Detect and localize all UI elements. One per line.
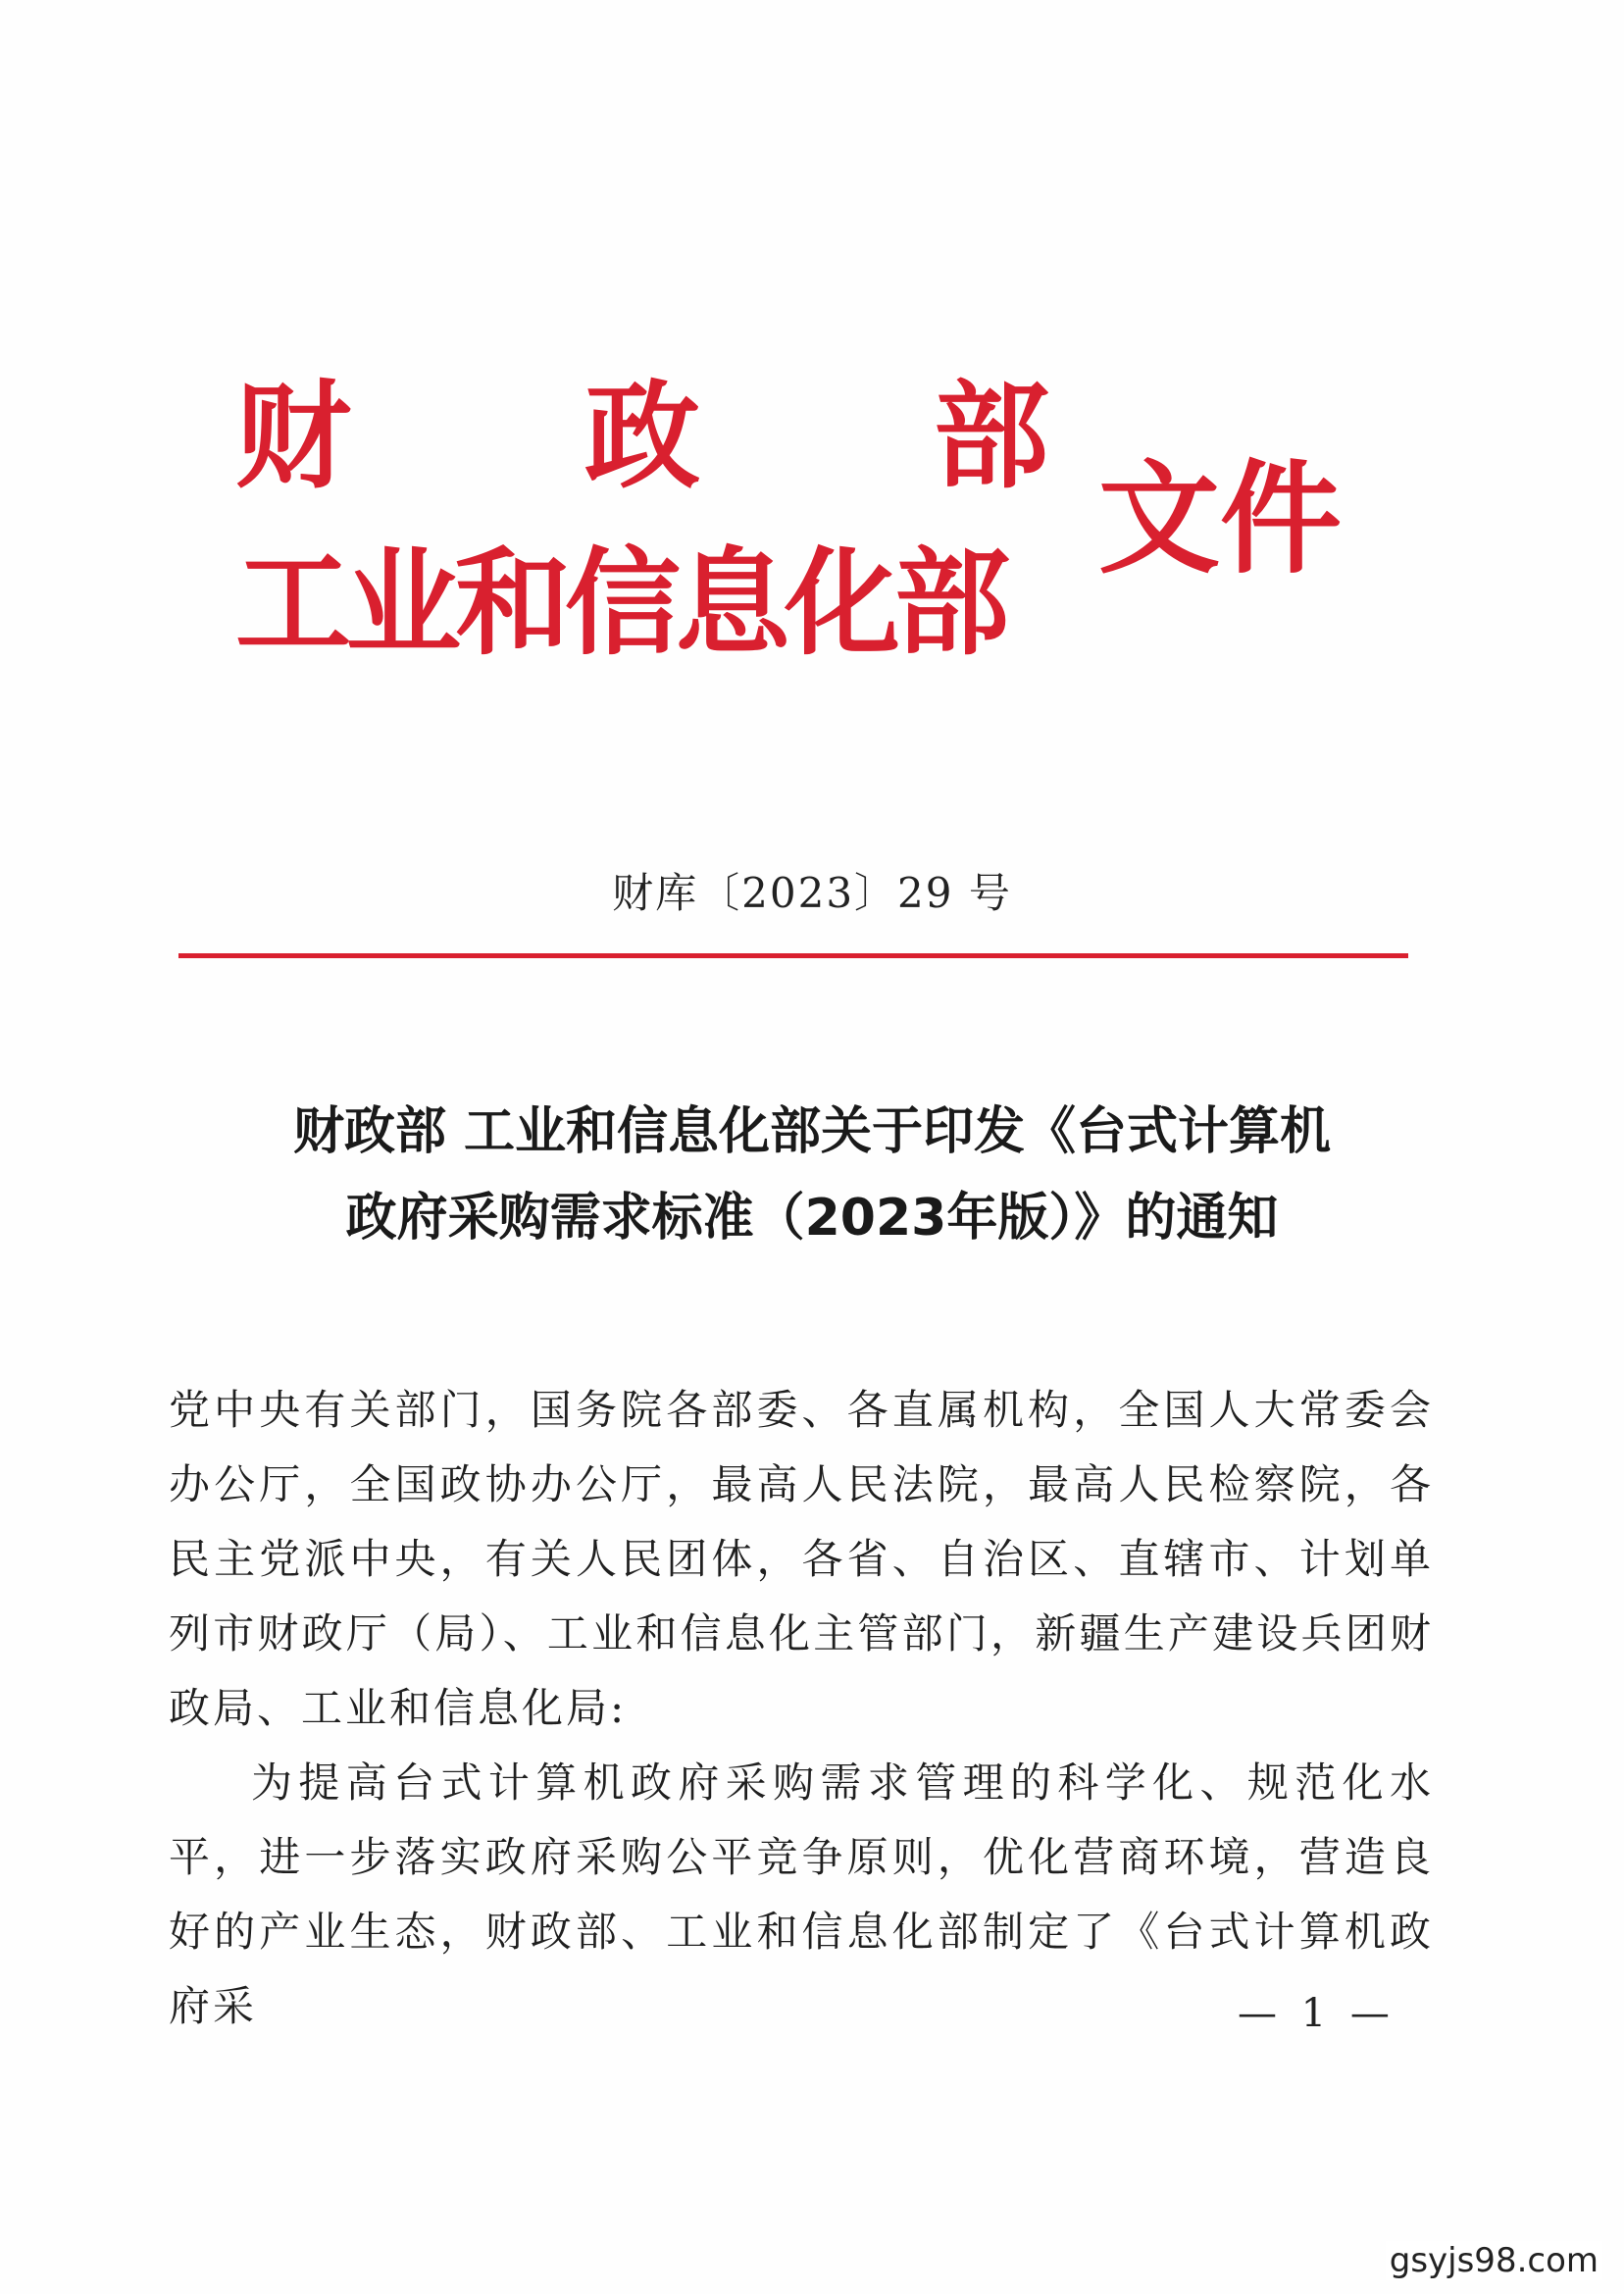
document-body xyxy=(169,1373,1434,2044)
masthead xyxy=(235,369,1393,671)
masthead-suffix: 文件 xyxy=(1098,449,1343,590)
watermark-text: gsyjs98.com xyxy=(1386,2241,1602,2280)
addressee-paragraph: 党中央有关部门，国务院各部委、各直属机构，全国人大常委会办公厅，全国政协办公厅，最高人民法院，最高人民检察院，各民主党派中央，有关人民团体，各省、自治区、直辖市、计划单列市财政厅（局）、工业和信息化主管部门，新疆生产建设兵团财政局、工业和信息化局: xyxy=(169,1386,1434,1732)
masthead-char: 政 xyxy=(584,369,700,504)
red-divider-rule xyxy=(178,953,1408,958)
title-line-1: 财政部 工业和信息化部关于印发《台式计算机 xyxy=(292,1102,1332,1161)
masthead-line-miit: 工业和信息化部 xyxy=(235,535,1005,671)
masthead-char: 财 xyxy=(235,369,352,504)
masthead-line-ministry-of-finance xyxy=(235,369,1049,504)
body-paragraph: 为提高台式计算机政府采购需求管理的科学化、规范化水平，进一步落实政府采购公平竞争原则，优化营商环境，营造良好的产业生态，财政部、工业和信息化部制定了《台式计算机政府采 xyxy=(169,1759,1434,2030)
page-number: — 1 — xyxy=(1238,1991,1396,2036)
document-number: 财库〔2023〕29 号 xyxy=(612,869,1012,917)
document-title xyxy=(157,1089,1467,1261)
title-line-2: 政府采购需求标准（2023年版）》的通知 xyxy=(345,1189,1279,1248)
masthead-char: 部 xyxy=(933,369,1049,504)
